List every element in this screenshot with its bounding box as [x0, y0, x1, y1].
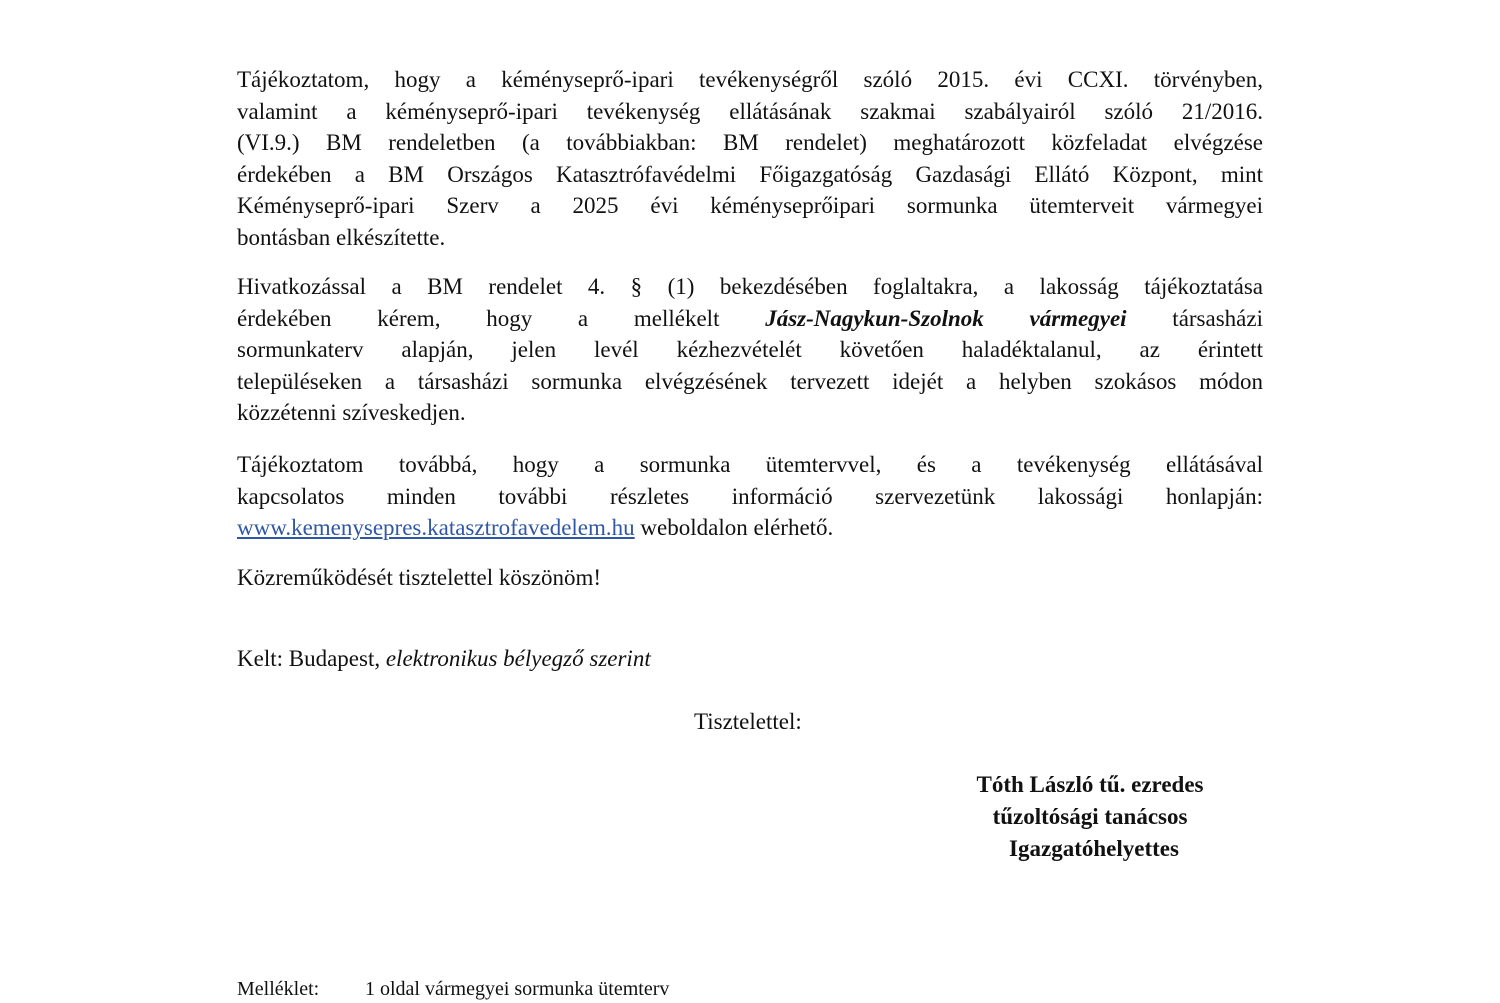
- paragraph-line: Tájékoztatom, hogy a kéményseprő-ipari tevékenységről szóló 2015. évi CCXI. törvényben,: [237, 67, 1263, 92]
- attachment-label: Melléklet:: [237, 978, 320, 1000]
- paragraph-line: bontásban elkészítette.: [237, 224, 446, 250]
- paragraph-text: társasházi: [1126, 305, 1263, 331]
- paragraph-info: [237, 449, 1263, 544]
- county-name-emphasis: Jász-Nagykun-Szolnok vármegyei: [765, 305, 1127, 331]
- paragraph-intro: [237, 64, 1263, 254]
- website-link[interactable]: www.kemenysepres.katasztrofavedelem.hu: [237, 515, 635, 541]
- paragraph-line: Közreműködését tisztelettel köszönöm!: [237, 565, 602, 590]
- paragraph-thanks: [237, 562, 1263, 594]
- kelt-value: elektronikus bélyegző szerint: [385, 646, 651, 671]
- attachment-line: [237, 975, 669, 1003]
- paragraph-line: [237, 303, 1263, 335]
- paragraph-line: Hivatkozással a BM rendelet 4. § (1) bekezdésében foglaltakra, a lakosság tájékoztatása: [237, 274, 1263, 299]
- paragraph-line: (VI.9.) BM rendeletben (a továbbiakban: BM rendelet) meghatározott közfeladat elvégzése: [237, 130, 1263, 156]
- attachment-value: 1 oldal vármegyei sormunka ütemterv: [365, 978, 670, 1000]
- paragraph-line: Kéményseprő-ipari Szerv a 2025 évi kéményseprőipari sormunka ütemterveit vármegyei: [237, 193, 1263, 219]
- paragraph-line: érdekében a BM Országos Katasztrófavédelmi Főigazgatóság Gazdasági Ellátó Központ, mint: [237, 161, 1263, 187]
- signatory-name: Tóth László tű. ezredes: [976, 772, 1204, 797]
- signature-block: [930, 769, 1250, 865]
- paragraph-line: sormunkaterv alapján, jelen levél kézhezvételét követően haladéktalanul, az érintett: [237, 337, 1263, 363]
- paragraph-line: valamint a kéményseprő-ipari tevékenység ellátásának szakmai szabályairól szóló 21/2016.: [237, 98, 1263, 124]
- signatory-position: Igazgatóhelyettes: [1009, 836, 1179, 861]
- paragraph-line: kapcsolatos minden további részletes információ szervezetünk lakossági honlapján:: [237, 483, 1263, 509]
- paragraph-line: [237, 512, 1263, 544]
- paragraph-line: közzétenni szíveskedjen.: [237, 400, 466, 426]
- paragraph-line: Tájékoztatom továbbá, hogy a sormunka ütemtervvel, és a tevékenység ellátásával: [237, 452, 1263, 477]
- closing-salutation: Tisztelettel:: [694, 709, 802, 734]
- signatory-rank: tűzoltósági tanácsos: [992, 804, 1188, 829]
- kelt-label: Kelt: Budapest,: [237, 646, 386, 671]
- paragraph-line: településeken a társasházi sormunka elvégzésének tervezett idejét a helyben szokásos módon: [237, 368, 1263, 394]
- date-place-line: [237, 643, 651, 674]
- paragraph-text: érdekében kérem, hogy a mellékelt: [237, 305, 766, 331]
- paragraph-request: [237, 271, 1263, 429]
- paragraph-text: weboldalon elérhető.: [634, 515, 834, 541]
